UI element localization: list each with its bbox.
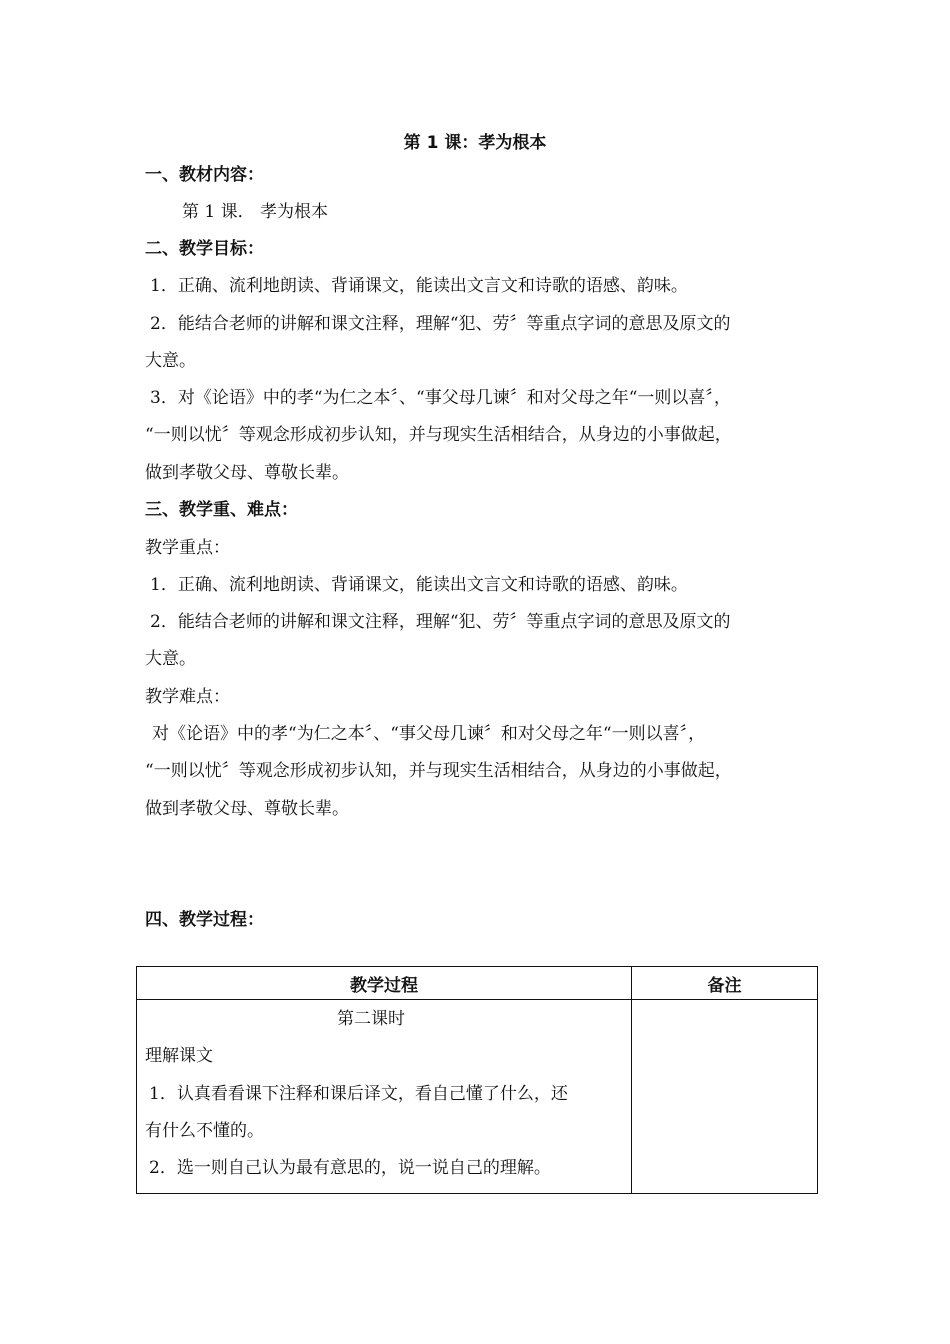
difficult-point-item: 做到孝敬父母、尊敬长辈。 bbox=[145, 799, 349, 819]
lesson-period: 第二课时 bbox=[337, 1009, 405, 1029]
objective-item: 2．能结合老师的讲解和课文注释，理解“犯、劳〞等重点字词的意思及原文的 bbox=[150, 314, 731, 334]
process-step-title: 理解课文 bbox=[145, 1046, 213, 1066]
objective-item: 大意。 bbox=[145, 351, 196, 371]
process-step-line: 有什么不懂的。 bbox=[145, 1121, 264, 1141]
objective-item: 做到孝敬父母、尊敬长辈。 bbox=[145, 463, 349, 483]
section-heading-material: 一、教材内容： bbox=[145, 165, 264, 185]
key-point-item: 2．能结合老师的讲解和课文注释，理解“犯、劳〞等重点字词的意思及原文的 bbox=[150, 612, 731, 632]
remark-cell bbox=[632, 1000, 818, 1194]
objective-item: “一则以忧〞等观念形成初步认知，并与现实生活相结合，从身边的小事做起， bbox=[145, 425, 732, 445]
objective-item: 1．正确、流利地朗读、背诵课文，能读出文言文和诗歌的语感、韵味。 bbox=[150, 276, 688, 296]
table-header-row bbox=[137, 967, 818, 1000]
material-content: 第 1 课． 孝为根本 bbox=[182, 202, 329, 222]
column-header-remark: 备注 bbox=[632, 967, 818, 1000]
teaching-process-table bbox=[136, 966, 818, 1194]
key-point-item: 大意。 bbox=[145, 649, 196, 669]
process-step-line: 2．选一则自己认为最有意思的，说一说自己的理解。 bbox=[149, 1158, 551, 1178]
difficult-points-label: 教学难点： bbox=[145, 687, 230, 707]
key-points-label: 教学重点： bbox=[145, 538, 230, 558]
section-heading-key-difficult: 三、教学重、难点： bbox=[145, 500, 298, 520]
process-cell bbox=[137, 1000, 632, 1194]
difficult-point-item: 对《论语》中的孝“为仁之本〞、“事父母几谏〞和对父母之年“一则以喜〞， bbox=[152, 724, 706, 744]
section-heading-process: 四、教学过程： bbox=[145, 910, 264, 930]
lesson-title: 第 1 课：孝为根本 bbox=[403, 133, 547, 153]
key-point-item: 1．正确、流利地朗读、背诵课文，能读出文言文和诗歌的语感、韵味。 bbox=[150, 575, 688, 595]
objective-item: 3．对《论语》中的孝“为仁之本〞、“事父母几谏〞和对父母之年“一则以喜〞， bbox=[150, 388, 731, 408]
section-heading-objectives: 二、教学目标： bbox=[145, 239, 264, 259]
difficult-point-item: “一则以忧〞等观念形成初步认知，并与现实生活相结合，从身边的小事做起， bbox=[145, 761, 732, 781]
process-step-line: 1．认真看看课下注释和课后译文，看自己懂了什么，还 bbox=[149, 1084, 568, 1104]
column-header-process: 教学过程 bbox=[137, 967, 632, 1000]
table-row bbox=[137, 1000, 818, 1194]
